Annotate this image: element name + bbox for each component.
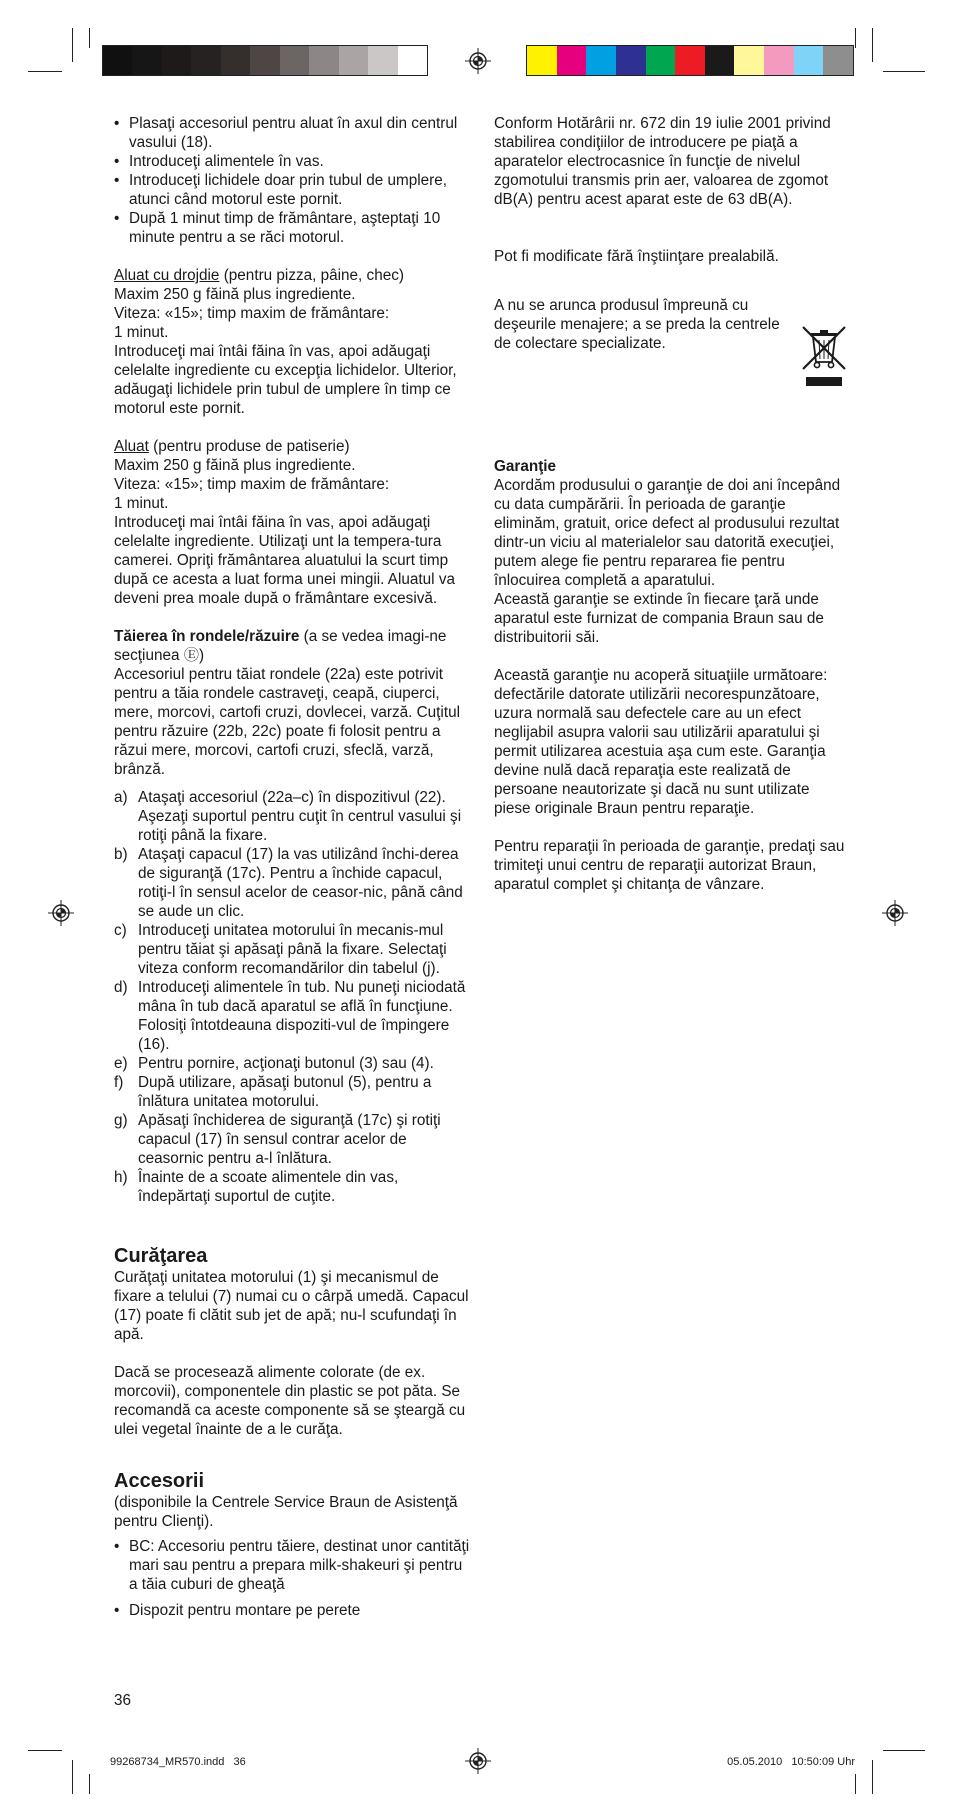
pastry-dough-header — [114, 437, 470, 456]
step-text: Apăsaţi închiderea de siguranţă (17c) şi rotiţi capacul (17) în sensul contrar acelor de ceasornic pentru a-l înlătura. — [138, 1112, 441, 1167]
pastry-dough-subtitle: (pentru produse de patiserie) — [148, 438, 350, 455]
crop-mark — [72, 28, 73, 62]
step-item — [114, 788, 470, 845]
color-swatch — [280, 46, 309, 75]
crop-mark — [89, 1774, 90, 1794]
accessories-list — [114, 1537, 470, 1620]
registration-mark-icon — [882, 900, 908, 926]
step-text: Ataşaţi accesoriul (22a–c) în dispozitivul (22). Aşezaţi suportul pentru cuţit în centrul vasului şi rotiţi până la fixare. — [138, 789, 462, 844]
accessories-heading: Accesorii — [114, 1470, 205, 1492]
color-swatch — [734, 46, 764, 75]
step-letter: d) — [114, 979, 128, 996]
list-item: • Introduceţi lichidele doar prin tubul de umplere, atunci când motorul este pornit. — [114, 171, 470, 209]
step-text: Ataşaţi capacul (17) la vas utilizând închi-derea de siguranţă (17c). Pentru a închide capacul, rotiţi-l în sensul acelor de ceasor-nic, până când se aude un clic. — [138, 846, 463, 920]
registration-mark-icon — [465, 1748, 491, 1774]
pastry-dough-title: Aluat — [114, 438, 149, 455]
yeast-dough-line: 1 minut. — [114, 324, 169, 341]
color-swatch — [191, 46, 220, 75]
footer-timestamp: 05.05.2010 10:50:09 Uhr — [727, 1756, 855, 1768]
color-swatch — [823, 46, 853, 75]
step-letter: c) — [114, 922, 127, 939]
crop-mark — [872, 28, 873, 62]
color-swatch — [132, 46, 161, 75]
disposal-notice: A nu se arunca produsul împreună cu deşeurile menajere; a se preda la centrele de colectare specializate. — [494, 297, 780, 352]
footer-file-name: 99268734_MR570.indd 36 — [110, 1756, 246, 1768]
slicing-subtitle: (a se vedea imagi-ne secţiunea Ⓔ) — [114, 628, 447, 664]
color-swatch — [616, 46, 646, 75]
crop-mark — [883, 71, 925, 72]
cleaning-heading: Curăţarea — [114, 1245, 208, 1267]
step-text: Înainte de a scoate alimentele din vas, îndepărtaţi suportul de cuţite. — [138, 1169, 399, 1205]
color-swatch — [705, 46, 735, 75]
yeast-dough-line: Viteza: «15»; timp maxim de frământare: — [114, 305, 390, 322]
color-swatch — [221, 46, 250, 75]
yeast-dough-subtitle: (pentru pizza, pâine, chec) — [219, 267, 404, 284]
crop-mark — [89, 28, 90, 48]
crop-mark — [28, 71, 62, 72]
pastry-dough-instructions: Introduceţi mai întâi făina în vas, apoi adăugaţi celelalte ingrediente. Utilizaţi unt la tempera-tura camerei. Opriţi frământarea aluatului la scurt timp după ce acesta a luat forma unei mingii. Aluatul va deveni prea moale după o frământare excesivă. — [114, 514, 455, 607]
yeast-dough-line: Maxim 250 g făină plus ingrediente. — [114, 286, 356, 303]
pastry-dough-line: Maxim 250 g făină plus ingrediente. — [114, 457, 356, 474]
registration-mark-icon — [465, 48, 491, 74]
grayscale-color-bar — [102, 45, 428, 76]
page-number: 36 — [114, 1692, 132, 1709]
step-text: Pentru pornire, acţionaţi butonul (3) sau (4). — [138, 1055, 434, 1072]
left-column — [114, 114, 470, 1620]
crop-mark — [72, 1760, 73, 1794]
slicing-header — [114, 627, 470, 665]
color-swatch — [309, 46, 338, 75]
crop-mark — [855, 1774, 856, 1794]
step-letter: e) — [114, 1055, 128, 1072]
step-item — [114, 845, 470, 921]
warranty-paragraph: Această garanţie se extinde în fiecare ţară unde aparatul este furnizat de compania Braun sau de distribuitorii săi. — [494, 591, 824, 646]
slicing-steps-list — [114, 788, 470, 1206]
yeast-dough-header — [114, 266, 470, 285]
color-swatch — [339, 46, 368, 75]
step-item — [114, 1111, 470, 1168]
step-item — [114, 1054, 470, 1073]
list-item: • Introduceţi alimentele în vas. — [114, 152, 470, 171]
step-letter: f) — [114, 1074, 124, 1091]
warranty-paragraph: Această garanţie nu acoperă situaţiile următoare: defectările datorate utilizării necorespunzătoare, uzura normală sau defectele care au un efect neglijabil asupra valorii sau utilizării aparatului şi permit utilizarea acestuia aşa cum este. Garanţia devine nulă dacă reparaţia este realizată de persoane neautorizate şi dacă nu sunt utilizate piese originale Braun pentru reparaţie. — [494, 667, 828, 817]
color-swatch — [103, 46, 132, 75]
crossed-out-wheelie-bin-icon — [801, 325, 847, 387]
accessories-subtitle: (disponibile la Centrele Service Braun de Asistenţă pentru Clienţi). — [114, 1494, 458, 1530]
modification-notice: Pot fi modificate fără înştiinţare prealabilă. — [494, 248, 779, 265]
crop-mark — [28, 1750, 62, 1751]
slicing-text: Accesoriul pentru tăiat rondele (22a) este potrivit pentru a tăia rondele castraveţi, ceapă, ciuperci, mere, morcovi, cartofi cruzi, dovlecei, varză. Cuţitul pentru răzuire (22b, 22c) poate fi folosit pentru a răzui mere, morcovi, cartofi cruzi, sfeclă, varză, brânză. — [114, 666, 460, 778]
step-text: Introduceţi alimentele în tub. Nu puneţi niciodată mâna în tub dacă aparatul se află în funcţiune. Folosiţi întotdeauna dispoziti-vul de împingere (16). — [138, 979, 466, 1053]
step-letter: h) — [114, 1169, 128, 1186]
yeast-dough-instructions: Introduceţi mai întâi făina în vas, apoi adăugaţi celelalte ingrediente cu excepţia lichidelor. Ulterior, adăugaţi lichidele prin tubul de umplere în timp ce motorul este pornit. — [114, 343, 457, 417]
step-text: Introduceţi unitatea motorului în mecanis-mul pentru tăiat şi apăsaţi până la fixare. Selectaţi viteza conform recomandărilor din tabelul (j). — [138, 922, 447, 977]
step-letter: b) — [114, 846, 128, 863]
pastry-dough-line: Viteza: «15»; timp maxim de frământare: — [114, 476, 390, 493]
color-swatch — [675, 46, 705, 75]
step-letter: g) — [114, 1112, 128, 1129]
registration-mark-icon — [48, 900, 74, 926]
list-item: • Plasaţi accesoriul pentru aluat în axul din centrul vasului (18). — [114, 114, 470, 152]
slicing-title: Tăierea în rondele/răzuire — [114, 628, 300, 645]
warranty-heading: Garanţie — [494, 458, 557, 475]
list-item: • Dispozit pentru montare pe perete — [114, 1601, 470, 1620]
process-color-bar — [526, 45, 854, 76]
color-swatch — [527, 46, 557, 75]
cleaning-paragraph: Dacă se procesează alimente colorate (de ex. morcovii), componentele din plastic se pot păta. Se recomandă ca aceste componente să se şteargă cu ulei vegetal înainte de a le curăţa. — [114, 1364, 466, 1438]
pastry-dough-line: 1 minut. — [114, 495, 169, 512]
step-item — [114, 1073, 470, 1111]
color-swatch — [646, 46, 676, 75]
step-item — [114, 978, 470, 1054]
color-swatch — [250, 46, 279, 75]
color-swatch — [557, 46, 587, 75]
crop-mark — [872, 1760, 873, 1794]
warranty-paragraph: Pentru reparaţii în perioada de garanţie, predaţi sau trimiteţi unui centru de reparaţii autorizat Braun, aparatul complet şi chitanţa de vânzare. — [494, 838, 845, 893]
noise-regulation-text: Conform Hotărârii nr. 672 din 19 iulie 2001 privind stabilirea condiţiilor de introducere pe piaţă a aparatelor electrocasnice în funcţie de nivelul zgomotului transmis prin aer, valoarea de zgomot dB(A) pentru acest aparat este de 63 dB(A). — [494, 115, 831, 208]
right-column — [494, 114, 849, 894]
color-swatch — [162, 46, 191, 75]
kneading-instructions-list — [114, 114, 470, 247]
step-item — [114, 921, 470, 978]
warranty-paragraph: Acordăm produsului o garanţie de doi ani începând cu data cumpărării. În perioada de garanţie eliminăm, gratuit, orice defect al produsului rezultat dintr-un viciu al materialelor sau datorită execuţiei, putem alege fie pentru repararea fie pentru înlocuirea completă a aparatului. — [494, 477, 841, 589]
step-item — [114, 1168, 470, 1206]
crop-mark — [855, 28, 856, 48]
crop-mark — [883, 1750, 925, 1751]
color-swatch — [586, 46, 616, 75]
yeast-dough-title: Aluat cu drojdie — [114, 267, 220, 284]
color-swatch — [764, 46, 794, 75]
list-item: • BC: Accesoriu pentru tăiere, destinat unor cantităţi mari sau pentru a prepara milk-shakeuri şi pentru a tăia cuburi de gheaţă — [114, 1537, 470, 1594]
list-item: • După 1 minut timp de frământare, aşteptaţi 10 minute pentru a se răci motorul. — [114, 209, 470, 247]
color-swatch — [398, 46, 427, 75]
step-letter: a) — [114, 789, 128, 806]
cleaning-paragraph: Curăţaţi unitatea motorului (1) şi mecanismul de fixare a telului (7) numai cu o cârpă umedă. Capacul (17) poate fi clătit sub jet de apă; nu-l scufundaţi în apă. — [114, 1269, 469, 1343]
color-swatch — [794, 46, 824, 75]
step-text: După utilizare, apăsaţi butonul (5), pentru a înlătura unitatea motorului. — [138, 1074, 432, 1110]
color-swatch — [368, 46, 397, 75]
